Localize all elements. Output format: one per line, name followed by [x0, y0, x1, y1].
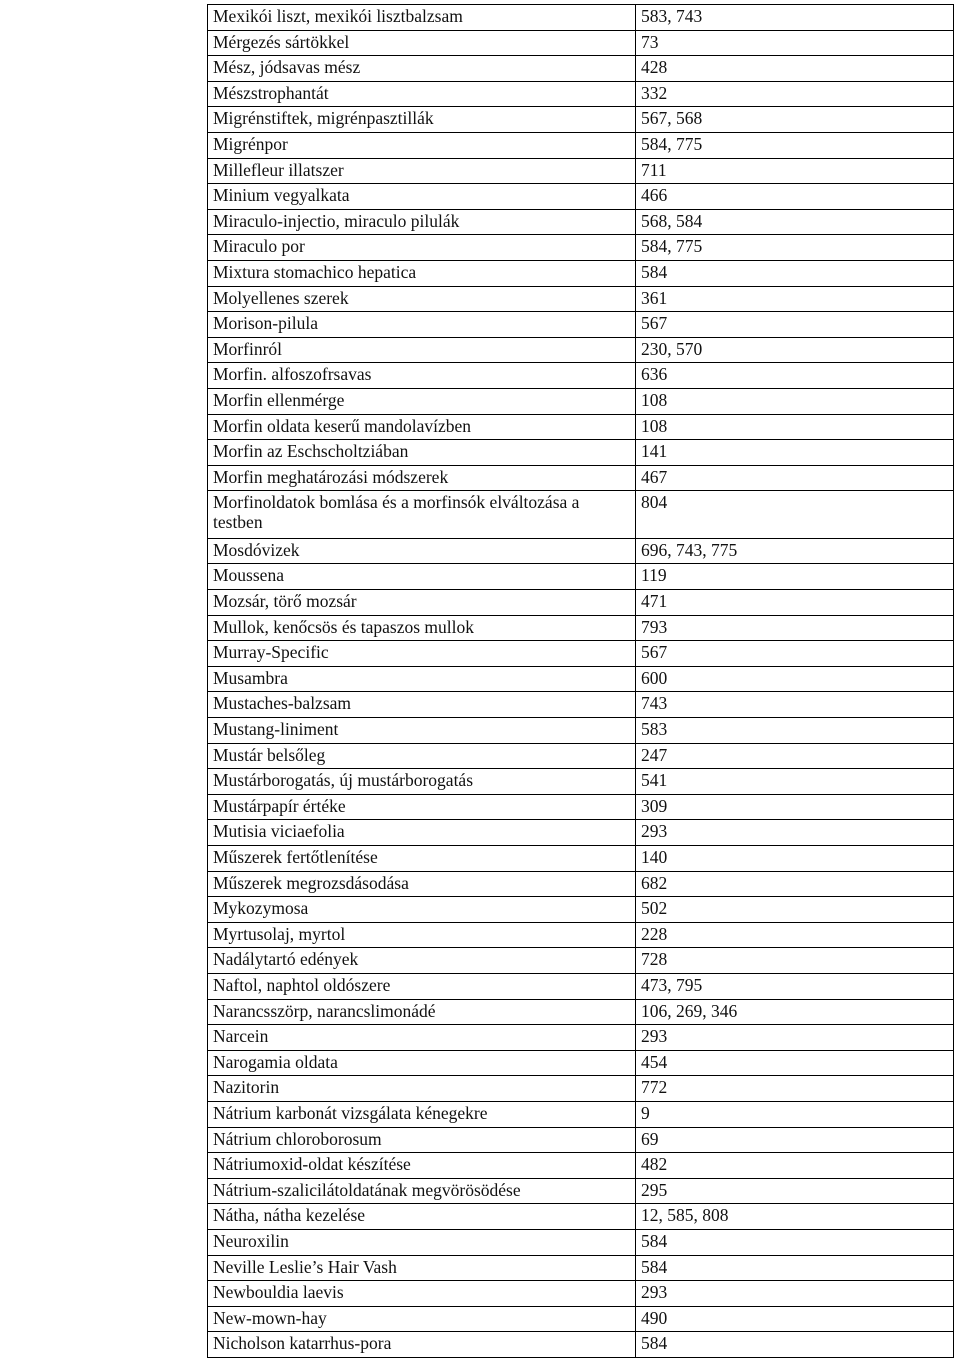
- index-row: [208, 1025, 954, 1051]
- index-term: Nátrium-szalicilátoldatának megvörösödése: [208, 1178, 636, 1204]
- index-pages: 428: [636, 56, 954, 82]
- index-pages: 230, 570: [636, 337, 954, 363]
- index-row: [208, 1153, 954, 1179]
- index-term: Morfin ellenmérge: [208, 388, 636, 414]
- index-term: Mosdóvizek: [208, 538, 636, 564]
- index-row: [208, 260, 954, 286]
- index-term: Molyellenes szerek: [208, 286, 636, 312]
- index-term: Műszerek megrozsdásodása: [208, 871, 636, 897]
- index-term: Mustárpapír értéke: [208, 794, 636, 820]
- index-term: Műszerek fertőtlenítése: [208, 846, 636, 872]
- index-row: [208, 922, 954, 948]
- index-row: [208, 1255, 954, 1281]
- index-term: Mész, jódsavas mész: [208, 56, 636, 82]
- index-row: [208, 538, 954, 564]
- index-pages: 583, 743: [636, 5, 954, 31]
- index-term: Mozsár, törő mozsár: [208, 590, 636, 616]
- index-pages: 682: [636, 871, 954, 897]
- index-pages: 793: [636, 615, 954, 641]
- index-row: [208, 973, 954, 999]
- index-pages: 482: [636, 1153, 954, 1179]
- index-term: Morison-pilula: [208, 312, 636, 338]
- index-term: Murray-Specific: [208, 641, 636, 667]
- index-pages: 73: [636, 30, 954, 56]
- index-pages: 473, 795: [636, 973, 954, 999]
- index-term: Naftol, naphtol oldószere: [208, 973, 636, 999]
- index-term: Miraculo-injectio, miraculo pilulák: [208, 209, 636, 235]
- index-row: [208, 209, 954, 235]
- index-term: Morfinoldatok bomlása és a morfinsók elváltozása a testben: [208, 491, 636, 539]
- index-term: Mérgezés sártökkel: [208, 30, 636, 56]
- index-pages: 502: [636, 897, 954, 923]
- index-pages: 711: [636, 158, 954, 184]
- index-term: Moussena: [208, 564, 636, 590]
- index-term: Myrtusolaj, myrtol: [208, 922, 636, 948]
- index-pages: 568, 584: [636, 209, 954, 235]
- index-pages: 696, 743, 775: [636, 538, 954, 564]
- index-pages: 295: [636, 1178, 954, 1204]
- index-pages: 583: [636, 718, 954, 744]
- index-pages: 584: [636, 1332, 954, 1358]
- index-pages: 804: [636, 491, 954, 539]
- index-row: [208, 641, 954, 667]
- index-row: [208, 769, 954, 795]
- index-pages: 541: [636, 769, 954, 795]
- index-row: [208, 363, 954, 389]
- index-term: Migrénstiftek, migrénpasztillák: [208, 107, 636, 133]
- index-pages: 140: [636, 846, 954, 872]
- index-row: [208, 897, 954, 923]
- index-term: Mészstrophantát: [208, 81, 636, 107]
- index-term: Morfin az Eschscholtziában: [208, 440, 636, 466]
- index-pages: 9: [636, 1101, 954, 1127]
- index-pages: 772: [636, 1076, 954, 1102]
- index-term: Mykozymosa: [208, 897, 636, 923]
- index-pages: 69: [636, 1127, 954, 1153]
- index-pages: 636: [636, 363, 954, 389]
- index-pages: 471: [636, 590, 954, 616]
- index-pages: 600: [636, 666, 954, 692]
- index-row: [208, 440, 954, 466]
- index-pages: 228: [636, 922, 954, 948]
- index-pages: 567, 568: [636, 107, 954, 133]
- index-term: Nicholson katarrhus-pora: [208, 1332, 636, 1358]
- index-row: [208, 465, 954, 491]
- index-row: [208, 666, 954, 692]
- index-row: [208, 871, 954, 897]
- index-row: [208, 107, 954, 133]
- index-term: Migrénpor: [208, 132, 636, 158]
- index-pages: 119: [636, 564, 954, 590]
- index-term: Mustár belsőleg: [208, 743, 636, 769]
- index-term: New-mown-hay: [208, 1306, 636, 1332]
- index-row: [208, 132, 954, 158]
- index-row: [208, 30, 954, 56]
- index-row: [208, 1281, 954, 1307]
- index-pages: 454: [636, 1050, 954, 1076]
- index-pages: 108: [636, 388, 954, 414]
- index-term: Neuroxilin: [208, 1229, 636, 1255]
- index-term: Narancsszörp, narancslimonádé: [208, 999, 636, 1025]
- index-term: Nátha, nátha kezelése: [208, 1204, 636, 1230]
- index-pages: 332: [636, 81, 954, 107]
- index-row: [208, 286, 954, 312]
- index-row: [208, 81, 954, 107]
- index-term: Mixtura stomachico hepatica: [208, 260, 636, 286]
- index-term: Mustaches-balzsam: [208, 692, 636, 718]
- index-pages: 743: [636, 692, 954, 718]
- index-term: Morfinról: [208, 337, 636, 363]
- index-row: [208, 1229, 954, 1255]
- index-row: [208, 1332, 954, 1358]
- index-term: Millefleur illatszer: [208, 158, 636, 184]
- index-term: Mexikói liszt, mexikói lisztbalzsam: [208, 5, 636, 31]
- index-pages: 584: [636, 1255, 954, 1281]
- index-row: [208, 590, 954, 616]
- index-pages: 293: [636, 1025, 954, 1051]
- index-pages: 106, 269, 346: [636, 999, 954, 1025]
- index-pages: 584, 775: [636, 132, 954, 158]
- index-term: Nadálytartó edények: [208, 948, 636, 974]
- index-pages: 108: [636, 414, 954, 440]
- index-pages: 361: [636, 286, 954, 312]
- index-pages: 567: [636, 312, 954, 338]
- index-pages: 584, 775: [636, 235, 954, 261]
- index-pages: 466: [636, 184, 954, 210]
- index-row: [208, 5, 954, 31]
- index-pages: 490: [636, 1306, 954, 1332]
- index-row: [208, 1178, 954, 1204]
- index-pages: 584: [636, 1229, 954, 1255]
- index-row: [208, 1101, 954, 1127]
- index-row: [208, 743, 954, 769]
- index-term: Neville Leslie’s Hair Vash: [208, 1255, 636, 1281]
- index-term: Narcein: [208, 1025, 636, 1051]
- index-pages: 141: [636, 440, 954, 466]
- index-row: [208, 846, 954, 872]
- index-row: [208, 1050, 954, 1076]
- index-term: Nazitorin: [208, 1076, 636, 1102]
- index-term: Nátrium chloroborosum: [208, 1127, 636, 1153]
- index-term: Newbouldia laevis: [208, 1281, 636, 1307]
- index-row: [208, 312, 954, 338]
- index-term: Narogamia oldata: [208, 1050, 636, 1076]
- index-row: [208, 948, 954, 974]
- index-row: [208, 184, 954, 210]
- index-term: Nátriumoxid-oldat készítése: [208, 1153, 636, 1179]
- index-pages: 293: [636, 820, 954, 846]
- index-term: Nátrium karbonát vizsgálata kénegekre: [208, 1101, 636, 1127]
- index-pages: 12, 585, 808: [636, 1204, 954, 1230]
- index-term: Musambra: [208, 666, 636, 692]
- index-row: [208, 692, 954, 718]
- index-term: Miraculo por: [208, 235, 636, 261]
- index-term: Mullok, kenőcsös és tapaszos mullok: [208, 615, 636, 641]
- index-pages: 247: [636, 743, 954, 769]
- index-body: [208, 5, 954, 1358]
- index-term: Morfin meghatározási módszerek: [208, 465, 636, 491]
- index-term: Morfin oldata keserű mandolavízben: [208, 414, 636, 440]
- index-row: [208, 718, 954, 744]
- index-row: [208, 388, 954, 414]
- index-row: [208, 158, 954, 184]
- index-row: [208, 1127, 954, 1153]
- index-term: Morfin. alfoszofrsavas: [208, 363, 636, 389]
- index-row: [208, 337, 954, 363]
- index-term: Mustang-liniment: [208, 718, 636, 744]
- index-row: [208, 56, 954, 82]
- index-pages: 728: [636, 948, 954, 974]
- index-row: [208, 999, 954, 1025]
- index-pages: 567: [636, 641, 954, 667]
- index-term: Minium vegyalkata: [208, 184, 636, 210]
- index-row: [208, 820, 954, 846]
- index-pages: 309: [636, 794, 954, 820]
- index-term: Mustárborogatás, új mustárborogatás: [208, 769, 636, 795]
- index-pages: 467: [636, 465, 954, 491]
- index-row: [208, 235, 954, 261]
- index-row: [208, 414, 954, 440]
- index-row: [208, 1076, 954, 1102]
- index-row: [208, 794, 954, 820]
- index-row: [208, 1204, 954, 1230]
- index-pages: 293: [636, 1281, 954, 1307]
- index-term: Mutisia viciaefolia: [208, 820, 636, 846]
- index-row: [208, 491, 954, 539]
- index-table: [207, 4, 954, 1358]
- index-pages: 584: [636, 260, 954, 286]
- index-row: [208, 564, 954, 590]
- index-row: [208, 615, 954, 641]
- index-row: [208, 1306, 954, 1332]
